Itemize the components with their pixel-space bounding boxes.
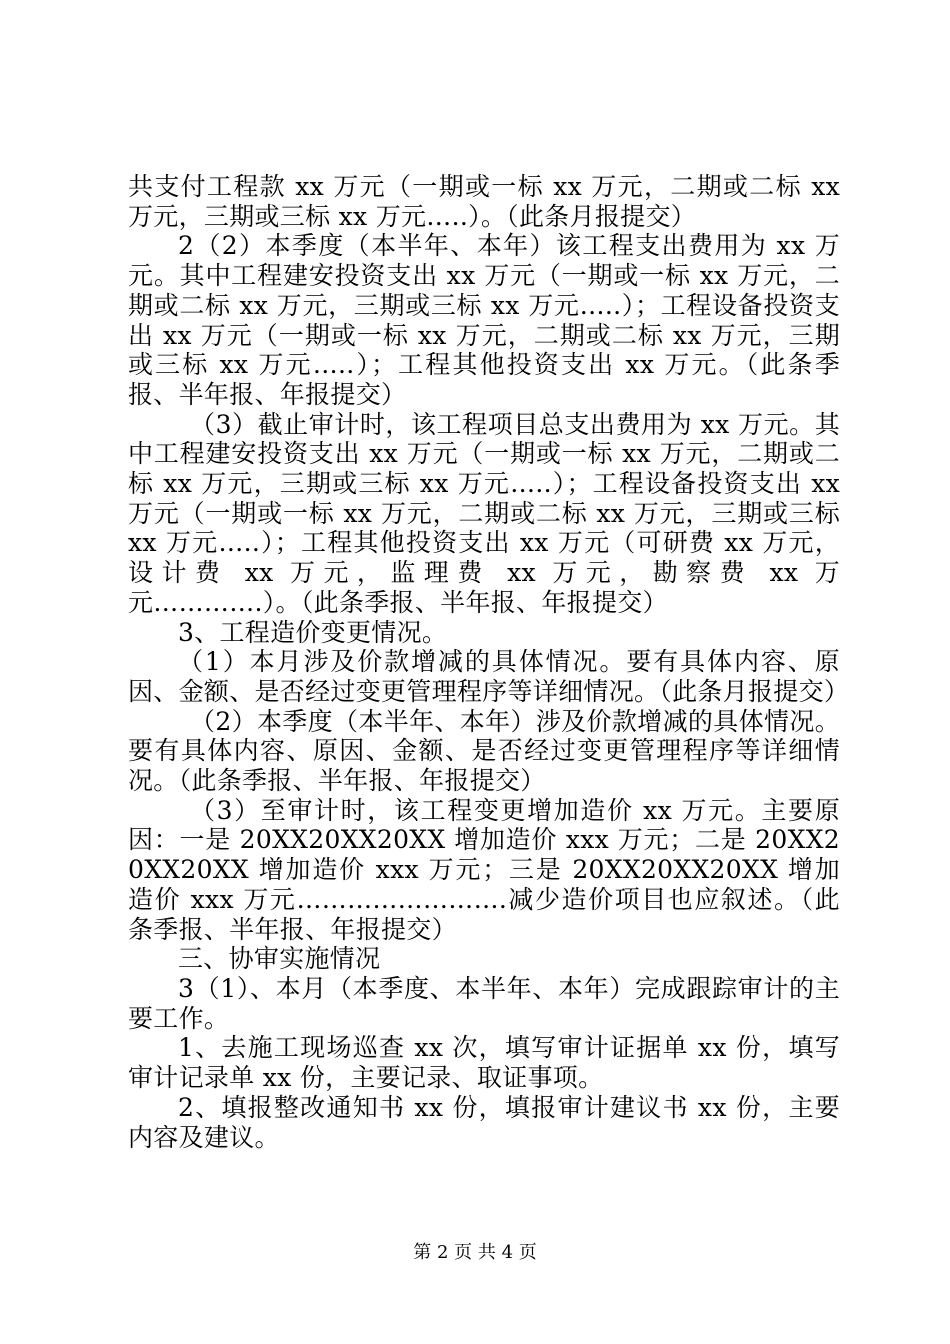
paragraph-payment-total: 共支付工程款 xx 万元（一期或一标 xx 万元，二期或二标 xx 万元，三期或三标 xx 万元…..）。（此条月报提交） <box>128 172 840 231</box>
paragraph-site-inspection: 1、去施工现场巡查 xx 次，填写审计证据单 xx 份，填写审计记录单 xx 份，主要记录、取证事项。 <box>128 1033 840 1093</box>
paragraph-total-expenses: （3）截止审计时，该工程项目总支出费用为 xx 万元。其中工程建安投资支出 xx 万元（一期或一标 xx 万元，二期或二标 xx 万元，三期或三标 xx 万元…..）；工程设备投资支出 xx 万元（一期或一标 xx 万元，二期或二标 xx 万元，三期或三标 xx 万元…..）；工程其他投资支出 xx 万元（可研费 xx 万元，设计费 xx 万元，监理费 xx 万元，勘察费 xx 万元………….）。（此条季报、半年报、年报提交） <box>128 409 840 617</box>
paragraph-rectification-notice: 2、填报整改通知书 xx 份，填报审计建议书 xx 份，主要内容及建议。 <box>128 1092 840 1152</box>
paragraph-audit-change: （3）至审计时，该工程变更增加造价 xx 万元。主要原因：一是 20XX20XX20XX 增加造价 xxx 万元；二是 20XX20XX20XX 增加造价 xxx 万元；三是 20XX20XX20XX 增加造价 xxx 万元…………………….减少造价项目也应叙述。（此条季报、半年报、年报提交） <box>128 795 840 944</box>
section-heading-audit-implementation: 三、协审实施情况 <box>178 944 381 974</box>
paragraph-main-work: 3（1）、本月（本季度、本半年、本年）完成跟踪审计的主要工作。 <box>128 973 840 1033</box>
paragraph-monthly-change: （1）本月涉及价款增减的具体情况。要有具体内容、原因、金额、是否经过变更管理程序等详细情况。（此条月报提交） <box>128 647 850 706</box>
paragraph-quarter-change: （2）本季度（本半年、本年）涉及价款增减的具体情况。要有具体内容、原因、金额、是否经过变更管理程序等详细情况。（此条季报、半年报、年报提交） <box>128 706 840 796</box>
paragraph-quarter-expenses: 2（2）本季度（本半年、本年）该工程支出费用为 xx 万元。其中工程建安投资支出 xx 万元（一期或一标 xx 万元，二期或二标 xx 万元，三期或三标 xx 万元…..）；工程设备投资支出 xx 万元（一期或一标 xx 万元，二期或二标 xx 万元，三期或三标 xx 万元…..）；工程其他投资支出 xx 万元。（此条季报、半年报、年报提交） <box>128 231 840 409</box>
document-body <box>128 172 850 1152</box>
page-footer: 第 2 页 共 4 页 <box>413 1242 537 1263</box>
section-heading-cost-change: 3、工程造价变更情况。 <box>178 617 448 647</box>
